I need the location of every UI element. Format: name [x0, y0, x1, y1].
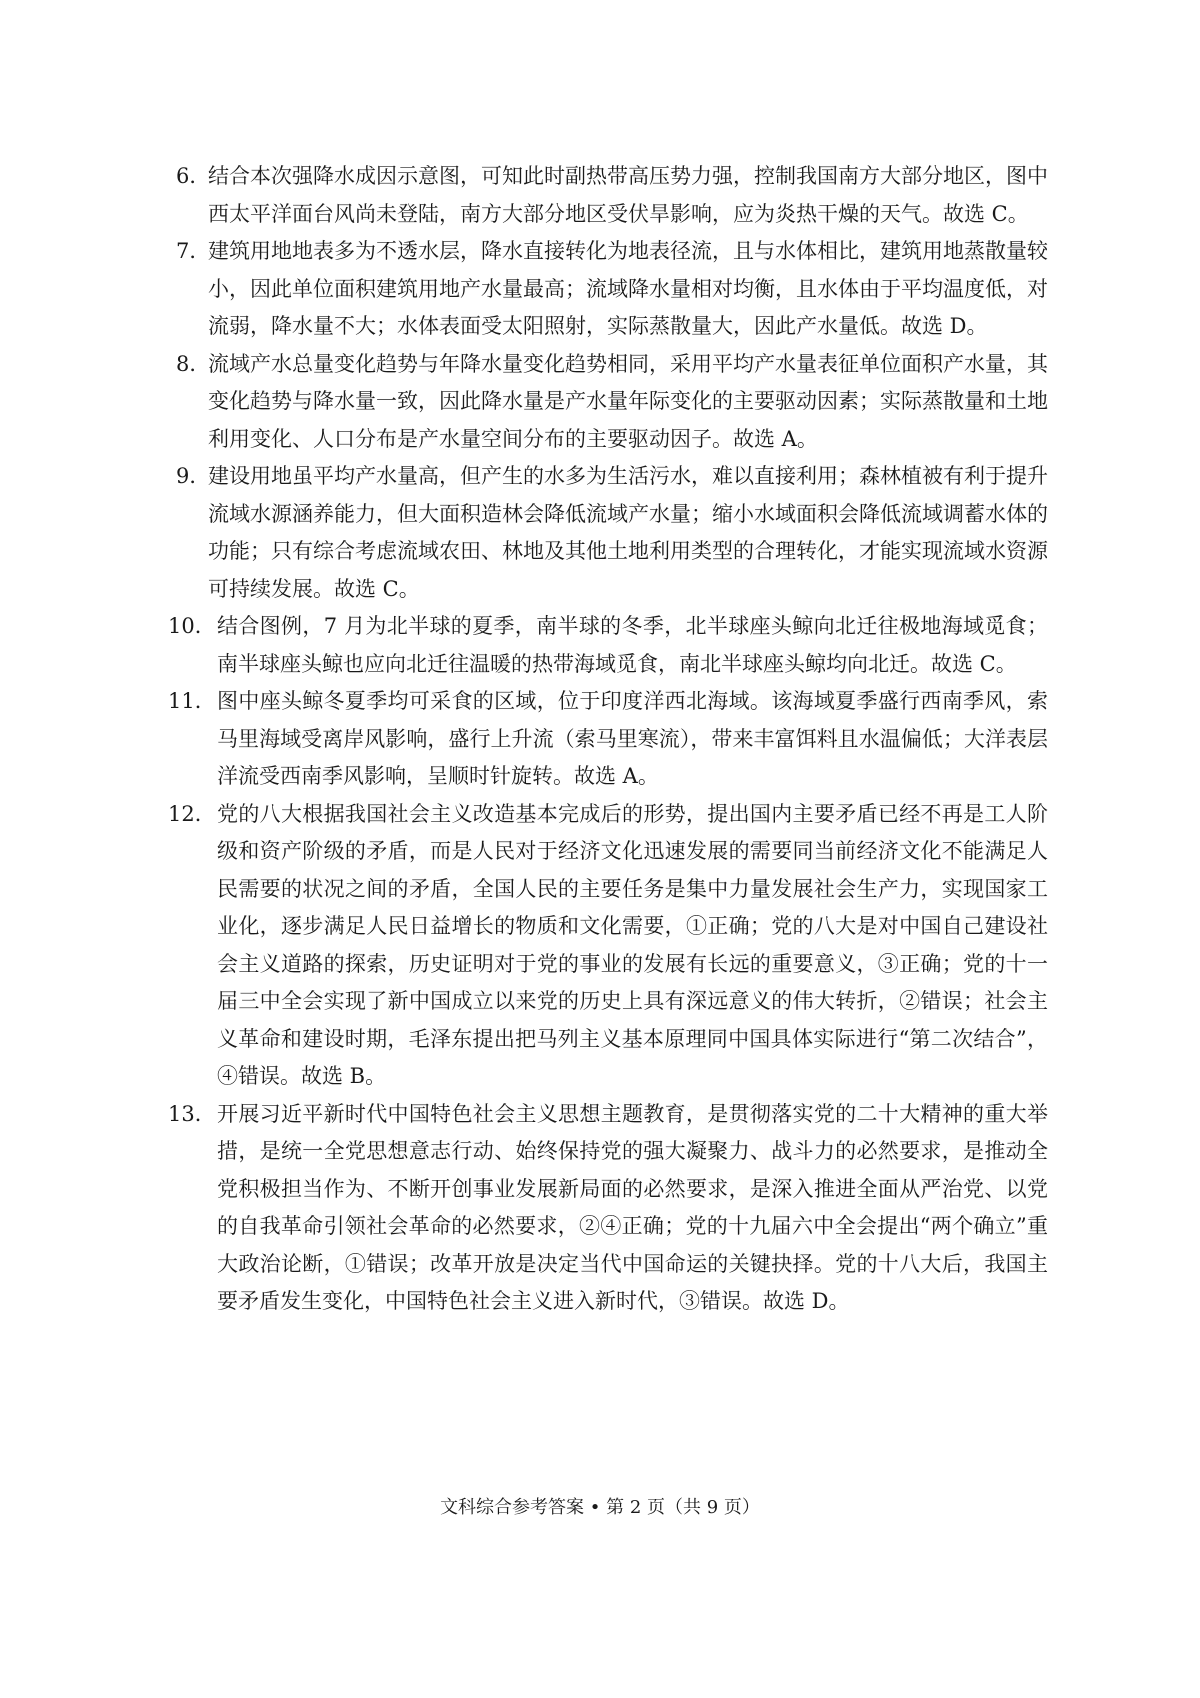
item-number: 8．	[176, 351, 211, 376]
item-number: 9．	[176, 464, 211, 488]
item-number: 13．	[168, 1101, 216, 1126]
answer-item-12	[168, 796, 1048, 1096]
item-text: 结合图例，7 月为北半球的夏季，南半球的冬季，北半球座头鲸向北迁往极地海域觅食；南半球座头鲸也应向北迁往温暖的热带海域觅食，南北半球座头鲸均向北迁。故选 C。	[217, 614, 1048, 676]
item-text: 党的八大根据我国社会主义改造基本完成后的形势，提出国内主要矛盾已经不再是工人阶级和资产阶级的矛盾，而是人民对于经济文化迅速发展的需要同当前经济文化不能满足人民需要的状况之间的矛盾，全国人民的主要任务是集中力量发展社会生产力，实现国家工业化，逐步满足人民日益增长的物质和文化需要，①正确；党的八大是对中国自己建设社会主义道路的探索，历史证明对于党的事业的发展有长远的重要意义，③正确；党的十一届三中全会实现了新中国成立以来党的历史上具有深远意义的伟大转折，②错误；社会主义革命和建设时期，毛泽东提出把马列主义基本原理同中国具体实际进行“第二次结合”，④错误。故选 B。	[217, 801, 1048, 1088]
item-text: 建筑用地地表多为不透水层，降水直接转化为地表径流，且与水体相比，建筑用地蒸散量较小，因此单位面积建筑用地产水量最高；流域降水量相对均衡，且水体由于平均温度低，对流弱，降水量不大；水体表面受太阳照射，实际蒸散量大，因此产水量低。故选 D。	[208, 239, 1048, 338]
item-text: 结合本次强降水成因示意图，可知此时副热带高压势力强，控制我国南方大部分地区，图中西太平洋面台风尚未登陆，南方大部分地区受伏旱影响，应为炎热干燥的天气。故选 C。	[208, 164, 1048, 226]
answer-item-9	[168, 458, 1048, 608]
item-text: 建设用地虽平均产水量高，但产生的水多为生活污水，难以直接利用；森林植被有利于提升流域水源涵养能力，但大面积造林会降低流域产水量；缩小水域面积会降低流域调蓄水体的功能；只有综合考虑流域农田、林地及其他土地利用类型的合理转化，才能实现流域水资源可持续发展。故选 C。	[208, 464, 1048, 601]
item-text: 开展习近平新时代中国特色社会主义思想主题教育，是贯彻落实党的二十大精神的重大举措，是统一全党思想意志行动、始终保持党的强大凝聚力、战斗力的必然要求，是推动全党积极担当作为、不断开创事业发展新局面的必然要求，是深入推进全面从严治党、以党的自我革命引领社会革命的必然要求，②④正确；党的十九届六中全会提出“两个确立”重大政治论断，①错误；改革开放是决定当代中国命运的关键抉择。党的十八大后，我国主要矛盾发生变化，中国特色社会主义进入新时代，③错误。故选 D。	[217, 1101, 1048, 1313]
item-number: 6．	[176, 164, 211, 188]
answer-item-11	[168, 683, 1048, 796]
item-number: 10．	[168, 614, 216, 638]
item-text: 流域产水总量变化趋势与年降水量变化趋势相同，采用平均产水量表征单位面积产水量，其变化趋势与降水量一致，因此降水量是产水量年际变化的主要驱动因素；实际蒸散量和土地利用变化、人口分布是产水量空间分布的主要驱动因子。故选 A。	[208, 351, 1048, 451]
answer-item-6	[168, 158, 1048, 233]
answer-item-7	[168, 233, 1048, 346]
answer-item-13	[168, 1096, 1048, 1321]
answer-list	[168, 158, 1048, 1321]
item-number: 7．	[176, 239, 211, 263]
item-number: 12．	[168, 801, 216, 826]
answer-item-8	[168, 346, 1048, 459]
item-text: 图中座头鲸冬夏季均可采食的区域，位于印度洋西北海域。该海域夏季盛行西南季风，索马里海域受离岸风影响，盛行上升流（索马里寒流），带来丰富饵料且水温偏低；大洋表层洋流受西南季风影响，呈顺时针旋转。故选 A。	[217, 689, 1048, 788]
item-number: 11．	[168, 689, 216, 713]
page-footer: 文科综合参考答案 • 第 2 页（共 9 页）	[440, 1497, 760, 1518]
answer-item-10	[168, 608, 1048, 683]
